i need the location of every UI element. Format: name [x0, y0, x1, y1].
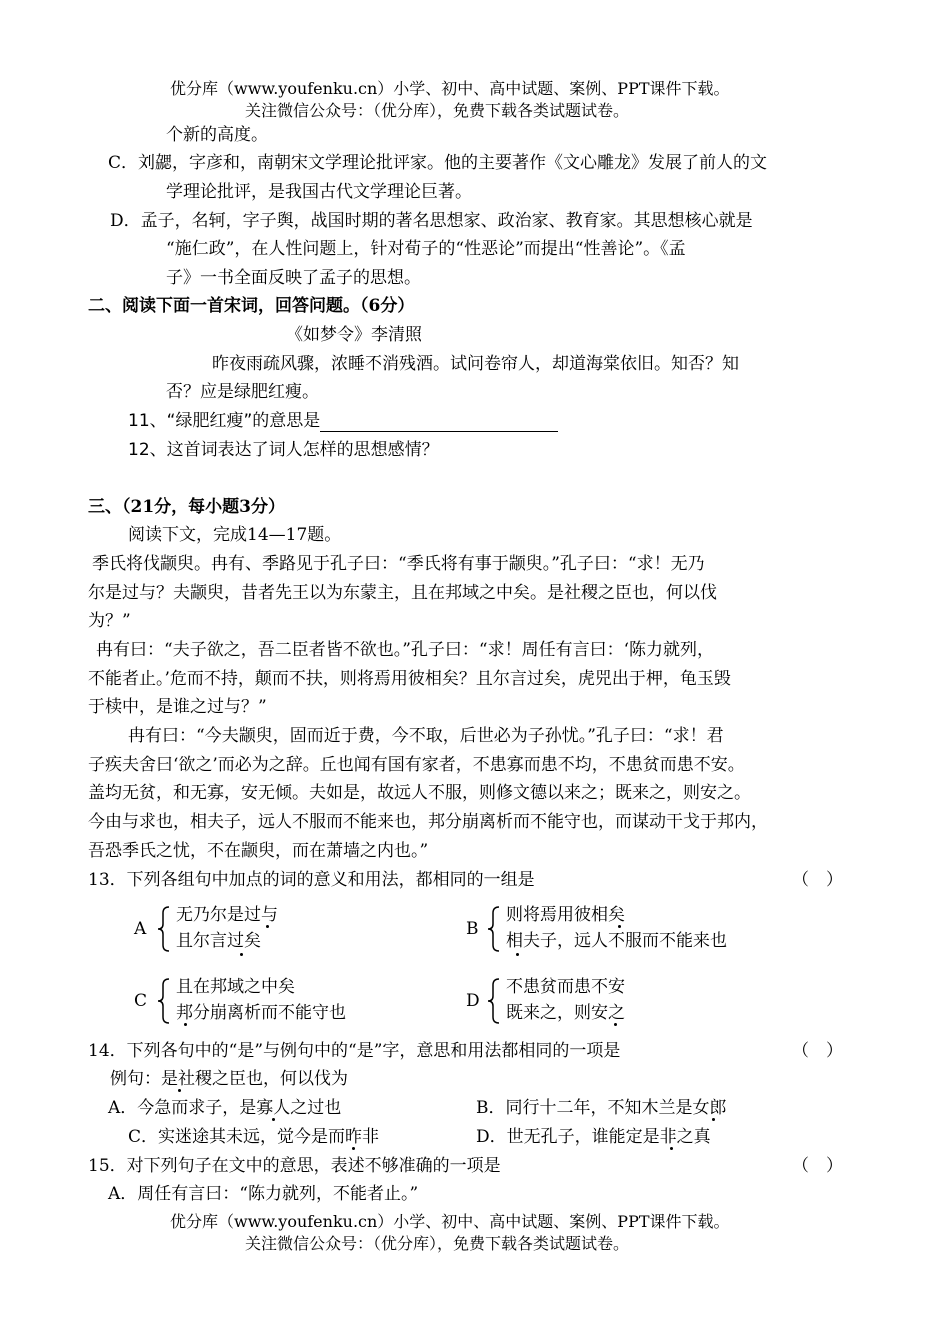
passage-line: 吾恐季氏之忧，不在颛臾，而在萧墙之内也。” — [88, 841, 429, 861]
emphasis-dot — [670, 1147, 673, 1150]
section-2-heading: 二、阅读下面一首宋词，回答问题。（6分） — [88, 296, 415, 316]
question-13-answer-paren[interactable]: （ ） — [792, 870, 843, 890]
q13-option-b-line-2: 相夫子，远人不服而不能来也 — [506, 931, 727, 951]
brace-icon — [486, 905, 502, 953]
footer-line-2: 关注微信公众号：（优分库），免费下载各类试题试卷。 — [245, 1234, 630, 1253]
question-11-text: 11、“绿肥红瘦”的意思是 — [128, 411, 321, 431]
q13-option-a-letter[interactable]: A — [134, 919, 147, 939]
option-c-line-1: C．刘勰，字彦和，南朝宋文学理论批评家。他的主要著作《文心雕龙》发展了前人的文 — [108, 153, 768, 173]
brace-icon — [156, 905, 172, 953]
passage-line: 子疾夫舍曰‘欲之’而必为之辞。丘也闻有国有家者，不患寡而患不均，不患贫而患不安。 — [88, 755, 745, 775]
question-12: 12、这首词表达了词人怎样的思想感情？ — [128, 440, 439, 460]
q13-option-b-line-1: 则将焉用彼相矣 — [506, 905, 625, 925]
question-15-option-a[interactable]: A．周任有言曰：“陈力就列，不能者止。” — [108, 1184, 419, 1204]
q13-option-a-line-1: 无乃尔是过与 — [176, 905, 278, 925]
option-b-tail: 个新的高度。 — [166, 125, 268, 145]
question-13-stem: 13．下列各组句中加点的词的意义和用法，都相同的一组是 — [88, 870, 535, 890]
option-d-line-1: D．孟子，名轲，字子舆，战国时期的著名思想家、政治家、教育家。其思想核心就是 — [110, 211, 753, 231]
question-15-stem: 15．对下列句子在文中的意思，表述不够准确的一项是 — [88, 1156, 501, 1176]
question-14-option-b[interactable]: B．同行十二年，不知木兰是女郎 — [476, 1098, 727, 1118]
header-line-1: 优分库（www.youfenku.cn）小学、初中、高中试题、案例、PPT课件下载。 — [170, 79, 730, 98]
header-line-2: 关注微信公众号：（优分库），免费下载各类试题试卷。 — [245, 101, 630, 120]
emphasis-dot — [618, 925, 621, 928]
q13-option-a-line-2: 且尔言过矣 — [176, 931, 261, 951]
emphasis-dot — [266, 925, 269, 928]
emphasis-dot — [516, 953, 519, 956]
question-14-option-d[interactable]: D．世无孔子，谁能定是非之真 — [476, 1127, 711, 1147]
section-3-heading: 三、（21分，每小题3分） — [88, 497, 285, 517]
answer-blank[interactable] — [320, 413, 558, 432]
question-14-option-a[interactable]: A．今急而求子，是寡人之过也 — [108, 1098, 342, 1118]
emphasis-dot — [240, 953, 243, 956]
poem-title: 《如梦令》李清照 — [286, 325, 422, 345]
footer-line-1: 优分库（www.youfenku.cn）小学、初中、高中试题、案例、PPT课件下载。 — [170, 1212, 730, 1231]
option-d-line-3: 子》一书全面反映了孟子的思想。 — [166, 268, 421, 288]
passage-line: 不能者止。’危而不持，颠而不扶，则将焉用彼相矣？且尔言过矣，虎兕出于柙，龟玉毁 — [88, 669, 731, 689]
poem-line-1: 昨夜雨疏风骤，浓睡不消残酒。试问卷帘人，却道海棠依旧。知否？知 — [212, 354, 739, 374]
passage-line: 盖均无贫，和无寡，安无倾。夫如是，故远人不服，则修文德以来之；既来之，则安之。 — [88, 783, 751, 803]
option-d-line-2: “施仁政”，在人性问题上，针对荀子的“性恶论”而提出“性善论”。《孟 — [166, 239, 686, 259]
q13-option-d-letter[interactable]: D — [466, 991, 480, 1011]
emphasis-dot — [178, 1089, 181, 1092]
passage-line: 于椟中，是谁之过与？” — [88, 697, 267, 717]
question-15-answer-paren[interactable]: （ ） — [792, 1156, 843, 1176]
emphasis-dot — [352, 1147, 355, 1150]
emphasis-dot — [272, 1118, 275, 1121]
q13-option-c-line-1: 且在邦域之中矣 — [176, 977, 295, 997]
q13-option-d-line-1: 不患贫而患不安 — [506, 977, 625, 997]
passage-line: 为？” — [88, 611, 131, 631]
question-14-option-c[interactable]: C．实迷途其未远，觉今是而昨非 — [128, 1127, 380, 1147]
passage-line: 季氏将伐颛臾。冉有、季路见于孔子曰：“季氏将有事于颛臾。”孔子曰：“求！无乃 — [92, 554, 705, 574]
q13-option-b-letter[interactable]: B — [466, 919, 479, 939]
q13-option-d-line-2: 既来之，则安之 — [506, 1003, 625, 1023]
question-11 — [128, 410, 558, 432]
section-3-instruction: 阅读下文，完成14—17题。 — [128, 525, 342, 545]
passage-line: 今由与求也，相夫子，远人不服而不能来也，邦分崩离析而不能守也，而谋动干戈于邦内， — [88, 812, 768, 832]
question-14-answer-paren[interactable]: （ ） — [792, 1041, 843, 1061]
passage-line: 冉有曰：“今夫颛臾，固而近于费，今不取，后世必为子孙忧。”孔子曰：“求！君 — [128, 726, 724, 746]
q13-option-c-line-2: 邦分崩离析而不能守也 — [176, 1003, 346, 1023]
brace-icon — [486, 977, 502, 1025]
question-14-example: 例句：是社稷之臣也，何以伐为 — [110, 1069, 348, 1089]
emphasis-dot — [184, 1023, 187, 1026]
option-c-line-2: 学理论批评，是我国古代文学理论巨著。 — [166, 182, 472, 202]
q13-option-c-letter[interactable]: C — [134, 991, 148, 1011]
passage-line: 尔是过与？夫颛臾，昔者先王以为东蒙主，且在邦域之中矣。是社稷之臣也，何以伐 — [88, 583, 717, 603]
emphasis-dot — [614, 1023, 617, 1026]
emphasis-dot — [712, 1118, 715, 1121]
brace-icon — [156, 977, 172, 1025]
passage-line: 冉有曰：“夫子欲之，吾二臣者皆不欲也。”孔子曰：“求！周任有言曰：‘陈力就列， — [96, 640, 714, 660]
poem-line-2: 否？应是绿肥红瘦。 — [166, 382, 319, 402]
question-14-stem: 14．下列各句中的“是”与例句中的“是”字，意思和用法都相同的一项是 — [88, 1041, 621, 1061]
